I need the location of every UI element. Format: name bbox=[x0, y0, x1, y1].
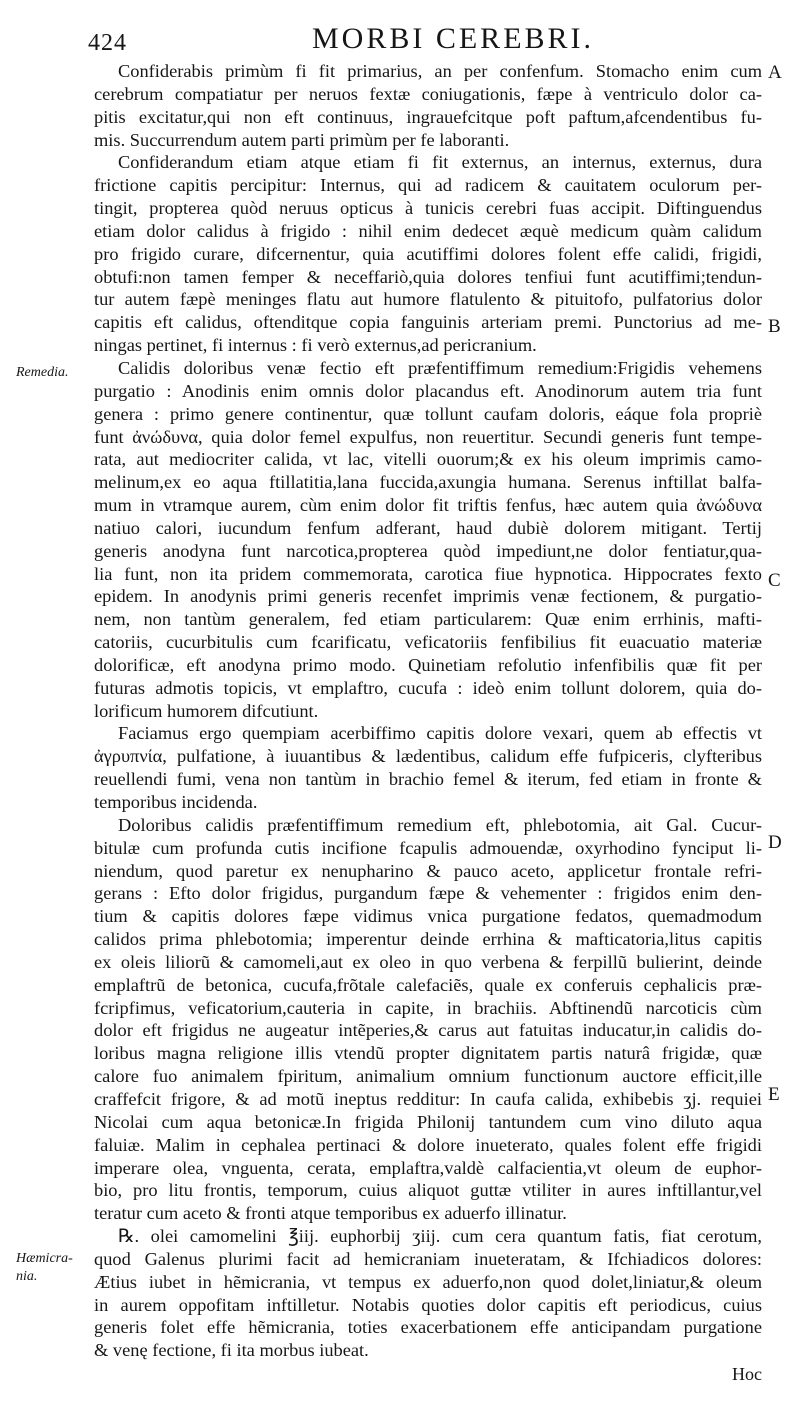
main-text bbox=[94, 60, 762, 1362]
text-line: ex oleis liliorũ & camomeli,aut ex oleo in quo verbena & ferpillũ bulierint, deinde bbox=[94, 951, 762, 972]
text-line: emplaftrũ de betonica, cucufa,frõtale calefaciẽs, quale ex conferuis cephalicis præ- bbox=[94, 974, 762, 995]
text-line: bitulæ cum profunda cutis incifione fcapulis admouendæ, oxyrhodino fynciput li- bbox=[94, 837, 762, 858]
side-letter-b: B bbox=[768, 316, 781, 337]
text-line: teratur cum aceto & fronti atque temporibus ex aduerfo illinatur. bbox=[94, 1203, 567, 1224]
text-line: dolor eft frigidus ne augeatur intẽperies,& carus aut fatuitas inducatur,in calidis do- bbox=[94, 1020, 762, 1041]
text-line: imperare olea, vnguenta, cerata, emplaftra,valdè calfacientia,vt oleum de euphor- bbox=[94, 1157, 762, 1178]
text-line: tium & capitis dolores fæpe vidimus vnica purgatione fedatos, quemadmodum bbox=[94, 906, 762, 927]
paragraph bbox=[94, 357, 762, 723]
text-line: Doloribus calidis præfentiffimum remedium eft, phlebotomia, ait Gal. Cucur- bbox=[118, 814, 762, 835]
text-line: frictione capitis percipitur: Internus, qui ad radicem & cauitatem oculorum per- bbox=[94, 175, 762, 196]
text-line: lia funt, non ita pridem commemorata, carotica fiue hypnotica. Hippocrates fexto bbox=[94, 563, 762, 584]
text-line: pro frigido curare, difcernentur, quia acutiffimi dolores folent effe calidi, frigidi, bbox=[94, 243, 762, 264]
running-head: MORBI CEREBRI. bbox=[312, 22, 595, 55]
margin-note-haemicrania-cont: nia. bbox=[16, 1269, 38, 1284]
paragraph bbox=[94, 60, 762, 151]
text-line: gerans : Efto dolor frigidus, purgandum fæpe & vehementer : frigidos enim den- bbox=[94, 883, 762, 904]
paragraph bbox=[94, 151, 762, 357]
text-line: temporibus incidenda. bbox=[94, 792, 258, 812]
text-line: epidem. In anodynis primi generis recenfet imprimis venæ fectionem, & purgatio- bbox=[94, 586, 762, 607]
text-line: dolorificæ, eft anodyna primo modo. Quinetiam refolutio infenfibilis quæ fit per bbox=[94, 654, 762, 675]
text-line: craffefcit frigore, & ad motũ ineptus redditur: In caufa calida, exhibebis ʒj. requiei bbox=[94, 1088, 762, 1109]
text-line: in aurem oppofitam inftilletur. Notabis quoties dolor capitis eft periodicus, cuius bbox=[94, 1294, 762, 1315]
text-line: quod Galenus plurimi facit ad hemicraniam inueteratam, & Ifchiadicos dolores: bbox=[94, 1248, 762, 1269]
text-line: capitis eft calidus, oftenditque copia fanguinis arteriam premi. Punctorius ad me- bbox=[94, 312, 762, 333]
text-line: tingit, propterea quòd neruus opticus à tunicis cerebri fuas accipit. Diftinguendus bbox=[94, 198, 762, 219]
text-line: calore fuo animalem fpiritum, animalium omnium functionum auctore efficit,ille bbox=[94, 1066, 762, 1087]
text-line: niendum, quod paretur ex nenupharino & pauco aceto, applicetur frontale refri- bbox=[94, 860, 762, 881]
text-line: Nicolai cum aqua betonicæ.In frigida Philonij tantundem cum vino diluto aqua bbox=[94, 1111, 762, 1132]
text-line: ἀγρυπνία, pulfatione, à iuuantibus & lædentibus, calidum effe fufpiceris, clyfteribus bbox=[94, 746, 762, 767]
page-header bbox=[0, 22, 800, 62]
text-line: lorificum humorem difcutiunt. bbox=[94, 700, 319, 721]
side-letter-a: A bbox=[768, 62, 782, 83]
text-line: melinum,ex eo aqua ftillatitia,lana fuccida,axungia humana. Serenus inftillat balfa- bbox=[94, 472, 762, 493]
margin-note-haemicrania: Hæmicra- bbox=[16, 1251, 73, 1266]
text-line: Ætius iubet in hẽmicrania, vt tempus ex aduerfo,non quod dolet,liniatur,& oleum bbox=[94, 1271, 762, 1292]
text-line: ningas pertinet, fi internus : fi verò externus,ad pericranium. bbox=[94, 335, 537, 356]
paragraph bbox=[94, 1225, 762, 1362]
text-line: generis anodyna funt narcotica,propterea quòd impediunt,ne dolor fentiatur,qua- bbox=[94, 540, 762, 561]
text-line: rata, aut mediocriter calida, vt lac, vitelli ouorum;& ex his oleum imprimis camo- bbox=[94, 449, 762, 470]
text-line: mum in vtramque aurem, cùm enim dolor fit triftis fenfus, hæc autem quia ἀνώδυνα bbox=[94, 495, 762, 516]
paragraph bbox=[94, 814, 762, 1225]
text-line: natiuo calori, iucundum fenfum adferant, haud dubiè dolorem mitigant. Tertij bbox=[94, 517, 762, 538]
text-line: loribus magna religione illis vtendũ propter dignitatem partis naturâ frigidæ, quæ bbox=[94, 1043, 762, 1064]
text-line: ℞. olei camomelini ℥iij. euphorbij ʒiij. cum cera quantum fatis, fiat cerotum, bbox=[118, 1226, 762, 1247]
paragraph bbox=[94, 722, 762, 813]
text-line: pitis excitatur,qui non eft continuus, ingrauefcitque poft paftum,afcendentibus fu- bbox=[94, 106, 762, 127]
text-line: bio, pro litu frontis, temporum, cuius aliquot guttæ vtiliter in aures inftillantur,vel bbox=[94, 1180, 762, 1201]
text-line: catoriis, cucurbitulis cum fcarificatu, veficatoriis fenfibilius fit euacuatio materiæ bbox=[94, 632, 762, 653]
side-letter-d: D bbox=[768, 832, 782, 853]
text-line: mis. Succurrendum autem parti primùm per fe laboranti. bbox=[94, 129, 510, 150]
text-line: nem, non tantùm generalem, fed etiam particularem: Quæ enim errhinis, mafti- bbox=[94, 609, 762, 630]
text-line: & venę fectione, fi ita morbus iubeat. bbox=[94, 1340, 369, 1361]
text-line: Confiderabis primùm fi fit primarius, an per confenfum. Stomacho enim cum bbox=[118, 61, 762, 81]
text-line: purgatio : Anodinis enim omnis dolor placandus eft. Anodinorum autem tria funt bbox=[94, 380, 762, 401]
text-line: funt ἀνώδυνα, quia dolor femel expulfus, non reuertitur. Secundi generis funt tempe- bbox=[94, 426, 762, 447]
text-line: reuellendi fumi, vena non tantùm in brachio femel & iterum, fed etiam in fronte & bbox=[94, 769, 762, 790]
page-number: 424 bbox=[88, 30, 127, 56]
text-line: faluiæ. Malim in cephalea pertinaci & dolore inueterato, quales folent effe frigidi bbox=[94, 1134, 762, 1155]
text-line: genera : primo genere continentur, quæ tollunt caufam doloris, eáque fola propriè bbox=[94, 403, 762, 424]
text-line: etiam dolor calidus à frigido : nihil enim dedecet æquè medicum quàm calidum bbox=[94, 220, 762, 241]
text-line: Confiderandum etiam atque etiam fi fit externus, an internus, externus, dura bbox=[118, 152, 762, 173]
text-line: fcripfimus, veficatorium,cauteria in capite, in brachiis. Abftinendũ narcoticis cùm bbox=[94, 997, 762, 1018]
text-line: tur autem fæpè meninges flatu aut humore flatulento & pituitofo, pulfatorius dolor bbox=[94, 289, 762, 310]
catchword: Hoc bbox=[732, 1364, 762, 1384]
text-line: Calidis doloribus venæ fectio eft præfentiffimum remedium:Frigidis vehemens bbox=[118, 357, 762, 378]
text-line: obtufi:non tamen femper & neceffariò,quia dolores tenfiui funt acutiffimi;tendun- bbox=[94, 266, 762, 287]
text-line: generis folet effe hẽmicrania, toties exacerbationem effe anticipandam purgatione bbox=[94, 1317, 762, 1338]
margin-note-remedia: Remedia. bbox=[16, 365, 69, 380]
side-letter-e: E bbox=[768, 1084, 780, 1105]
text-line: Faciamus ergo quempiam acerbiffimo capitis dolore vexari, quem ab effectis vt bbox=[118, 723, 762, 744]
text-line: futuras admotis topicis, vt emplaftro, cucufa : ideò enim tollunt dolorem, quia do- bbox=[94, 677, 762, 698]
side-letter-c: C bbox=[768, 570, 781, 591]
text-line: calidos prima phlebotomia; imperentur deinde errhina & mafticatoria,litus capitis bbox=[94, 929, 762, 950]
text-line: cerebrum compatiatur per neruos fextæ coniugationis, fæpe à ventriculo dolor ca- bbox=[94, 83, 762, 104]
